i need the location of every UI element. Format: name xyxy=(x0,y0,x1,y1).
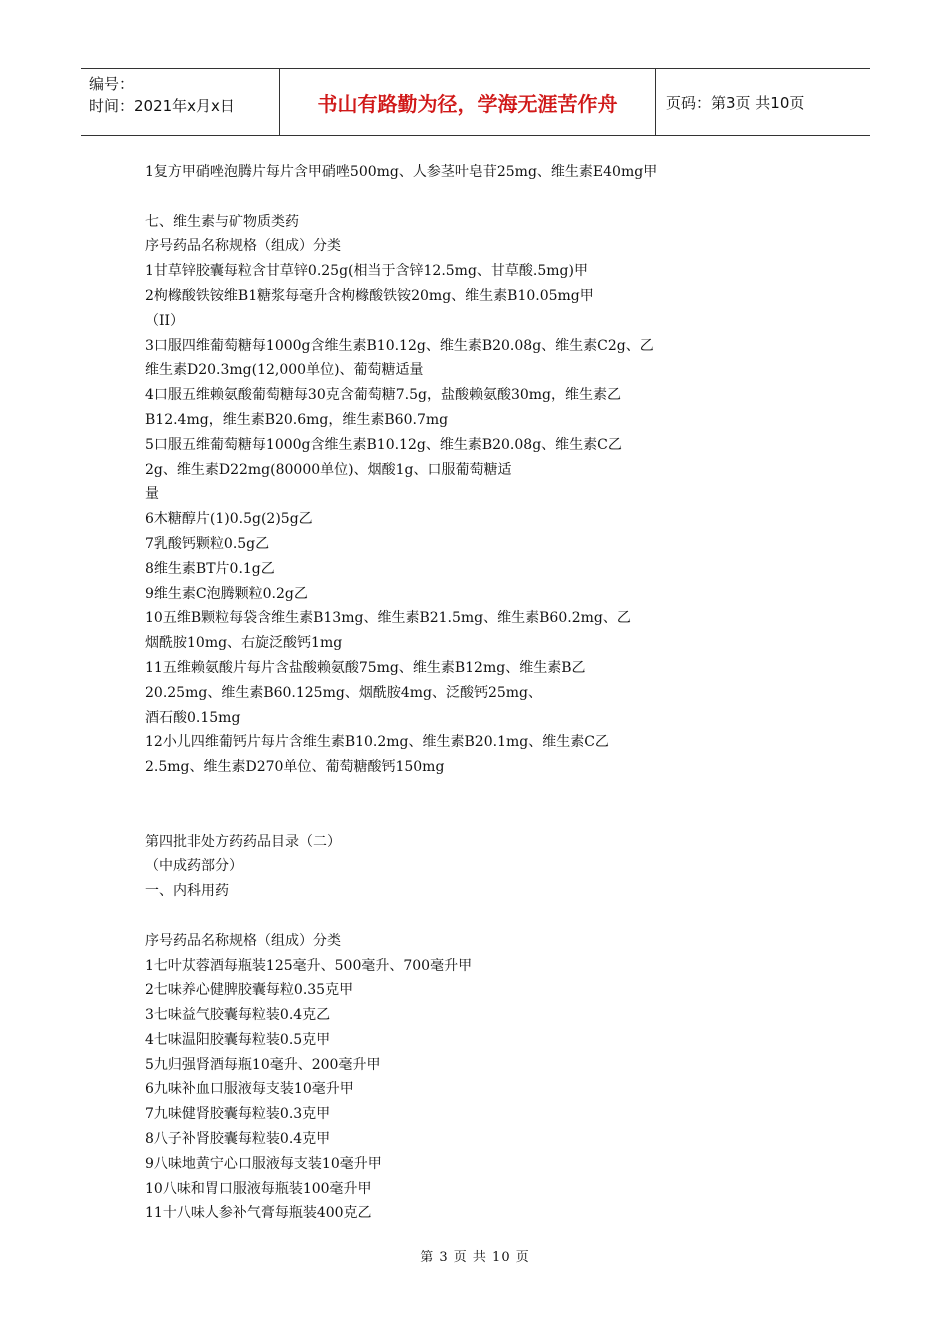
text-line: （中成药部分） xyxy=(145,858,243,875)
text-line: 6九味补血口服液每支装10毫升甲 xyxy=(145,1081,354,1098)
text-line: 10八味和胃口服液每瓶装100毫升甲 xyxy=(145,1180,372,1197)
blank-line xyxy=(145,805,845,830)
text-line: B12.4mg，维生素B20.6mg，维生素B60.7mg xyxy=(145,411,449,428)
text-line: 10五维B颗粒每袋含维生素B13mg、维生素B21.5mg、维生素B60.2mg、乙 xyxy=(145,610,631,627)
text-line: 维生素D20.3mg(12,000单位)、葡萄糖适量 xyxy=(145,362,424,379)
document-body xyxy=(145,160,845,1226)
text-line: 2七味养心健脾胶囊每粒0.35克甲 xyxy=(145,982,354,999)
text-line: 序号药品名称规格（组成）分类 xyxy=(145,238,341,255)
blank-line xyxy=(145,185,845,210)
page-footer: 第 3 页 共 10 页 xyxy=(420,1250,530,1265)
text-line: （II） xyxy=(145,312,185,329)
text-line: 2枸橼酸铁铵维B1糖浆每毫升含枸橼酸铁铵20mg、维生素B10.05mg甲 xyxy=(145,287,594,304)
blank-line xyxy=(145,904,845,929)
text-line: 2g、维生素D22mg(80000单位)、烟酸1g、口服葡萄糖适 xyxy=(145,461,512,478)
document-number-label: 编号： xyxy=(89,75,135,93)
header-meta xyxy=(81,69,280,135)
text-line: 七、维生素与矿物质类药 xyxy=(145,213,299,230)
text-line: 烟酰胺10mg、右旋泛酸钙1mg xyxy=(145,635,343,652)
text-line: 6木糖醇片(1)0.5g(2)5g乙 xyxy=(145,511,313,528)
text-line: 5口服五维葡萄糖每1000g含维生素B10.12g、维生素B20.08g、维生素C乙 xyxy=(145,436,622,453)
text-line: 1甘草锌胶囊每粒含甘草锌0.25g(相当于含锌12.5mg、甘草酸.5mg)甲 xyxy=(145,263,588,280)
text-line: 7九味健肾胶囊每粒装0.3克甲 xyxy=(145,1106,331,1123)
text-line: 4口服五维赖氨酸葡萄糖每30克含葡萄糖7.5g，盐酸赖氨酸30mg，维生素乙 xyxy=(145,387,621,404)
text-line: 量 xyxy=(145,486,159,503)
text-line: 8维生素BT片0.1g乙 xyxy=(145,560,275,577)
text-line: 9维生素C泡腾颗粒0.2g乙 xyxy=(145,585,308,602)
text-line: 2.5mg、维生素D270单位、葡萄糖酸钙150mg xyxy=(145,759,445,776)
text-line: 5九归强肾酒每瓶10毫升、200毫升甲 xyxy=(145,1056,381,1073)
text-line: 一、内科用药 xyxy=(145,883,229,900)
text-line: 4七味温阳胶囊每粒装0.5克甲 xyxy=(145,1031,331,1048)
header-page-number: 页码：第3页 共10页 xyxy=(666,93,805,112)
text-line: 第四批非处方药药品目录（二） xyxy=(145,833,341,850)
text-line: 11十八味人参补气膏每瓶装400克乙 xyxy=(145,1205,372,1222)
page-header xyxy=(81,68,870,136)
text-line: 序号药品名称规格（组成）分类 xyxy=(145,932,341,949)
text-line: 3七味益气胶囊每粒装0.4克乙 xyxy=(145,1007,331,1024)
text-line: 1七叶苁蓉酒每瓶装125毫升、500毫升、700毫升甲 xyxy=(145,957,473,974)
text-line: 酒石酸0.15mg xyxy=(145,709,241,726)
text-line: 12小儿四维葡钙片每片含维生素B10.2mg、维生素B20.1mg、维生素C乙 xyxy=(145,734,609,751)
document-date: 时间：2021年x月x日 xyxy=(89,97,235,115)
text-line: 7乳酸钙颗粒0.5g乙 xyxy=(145,535,270,552)
text-line: 9八味地黄宁心口服液每支装10毫升甲 xyxy=(145,1155,382,1172)
text-line: 20.25mg、维生素B60.125mg、烟酰胺4mg、泛酸钙25mg、 xyxy=(145,684,543,701)
blank-line xyxy=(145,780,845,805)
text-line: 3口服四维葡萄糖每1000g含维生素B10.12g、维生素B20.08g、维生素C2g、乙 xyxy=(145,337,654,354)
text-line: 1复方甲硝唑泡腾片每片含甲硝唑500mg、人参茎叶皂苷25mg、维生素E40mg甲 xyxy=(145,164,658,180)
header-motto: 书山有路勤为径，学海无涯苦作舟 xyxy=(280,69,656,135)
text-line: 11五维赖氨酸片每片含盐酸赖氨酸75mg、维生素B12mg、维生素B乙 xyxy=(145,659,586,676)
text-line: 8八子补肾胶囊每粒装0.4克甲 xyxy=(145,1131,331,1148)
